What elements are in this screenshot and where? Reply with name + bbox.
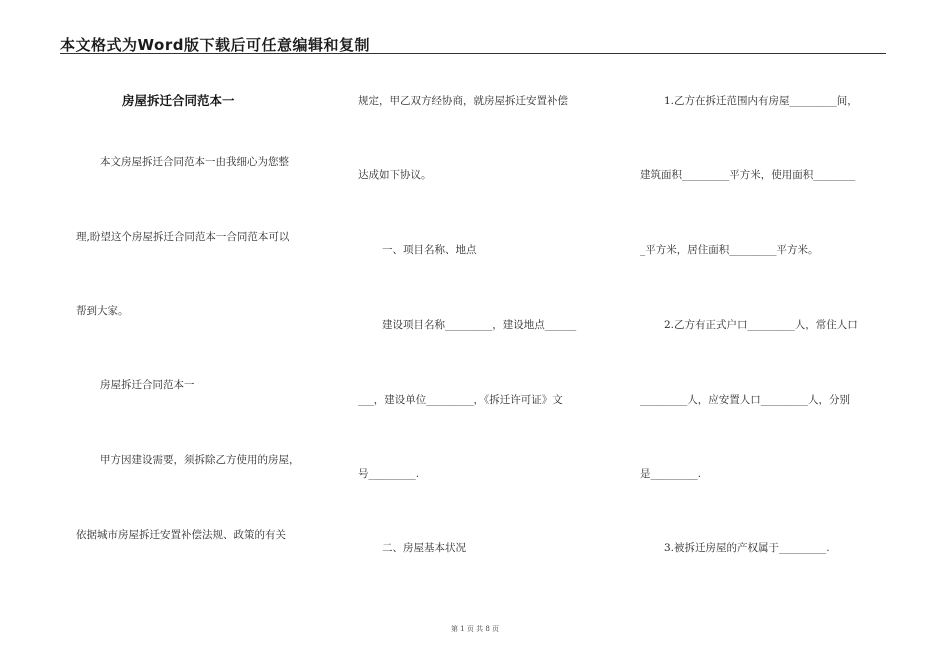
column-2-line-5: ___，建设单位_________，《拆迁许可证》文 bbox=[358, 394, 563, 406]
document-title: 房屋拆迁合同范本一 bbox=[122, 93, 235, 108]
column-1-line-4: 帮到大家。 bbox=[76, 305, 129, 317]
document-banner: 本文格式为Word版下载后可任意编辑和复制 bbox=[60, 36, 370, 54]
column-1 bbox=[76, 0, 326, 672]
column-1-line-6: 甲方因建设需要，须拆除乙方使用的房屋， bbox=[100, 454, 300, 466]
column-2-line-3: 一、项目名称、地点 bbox=[382, 244, 477, 256]
column-3-line-2: 建筑面积_________平方米，使用面积________ bbox=[640, 169, 856, 181]
column-3-line-6: 是_________. bbox=[640, 468, 702, 480]
column-2 bbox=[358, 0, 608, 672]
column-2-line-4: 建设项目名称_________，建设地点______ bbox=[382, 319, 577, 331]
column-1-line-5: 房屋拆迁合同范本一 bbox=[100, 379, 195, 391]
column-3-line-5: _________人，应安置人口_________人，分别 bbox=[640, 394, 850, 406]
column-1-line-7: 依据城市房屋拆迁安置补偿法规、政策的有关 bbox=[76, 529, 286, 541]
column-1-line-3: 理,盼望这个房屋拆迁合同范本一合同范本可以 bbox=[76, 231, 290, 243]
column-3 bbox=[640, 0, 890, 672]
column-2-line-1: 规定，甲乙双方经协商，就房屋拆迁安置补偿 bbox=[358, 95, 568, 107]
column-2-line-6: 号_________. bbox=[358, 468, 420, 480]
column-2-line-2: 达成如下协议。 bbox=[358, 169, 432, 181]
column-3-line-4: 2.乙方有正式户口_________人，常住人口 bbox=[664, 319, 858, 331]
column-1-line-2: 本文房屋拆迁合同范本一由我细心为您整 bbox=[100, 156, 289, 168]
column-2-line-7: 二、房屋基本状况 bbox=[382, 542, 466, 554]
column-3-line-3: _平方米，居住面积_________平方米。 bbox=[640, 244, 819, 256]
column-3-line-7: 3.被拆迁房屋的产权属于_________. bbox=[664, 542, 830, 554]
column-3-line-1: 1.乙方在拆迁范围内有房屋_________间， bbox=[664, 95, 858, 107]
page-number: 第 1 页 共 8 页 bbox=[450, 625, 500, 633]
